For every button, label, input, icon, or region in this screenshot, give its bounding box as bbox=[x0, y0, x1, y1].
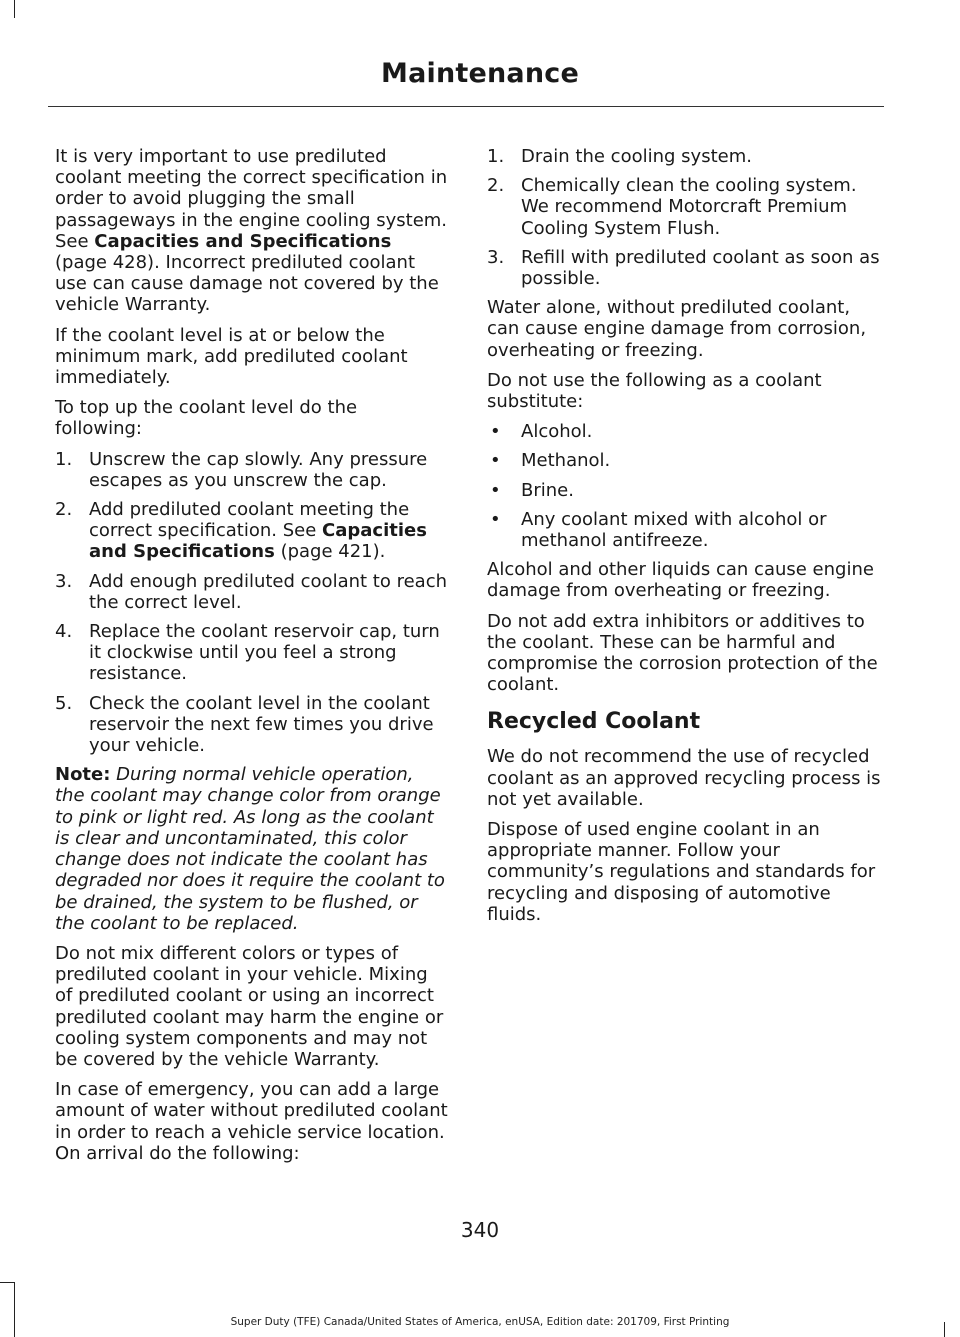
list-item bbox=[55, 571, 448, 613]
cross-reference-link[interactable]: Capacities and Specifications bbox=[89, 520, 427, 563]
note-text: During normal vehicle operation, the coolant may change color from orange to pink or light red. As long as the coolant is clear and uncontaminated, this color change does not indicate the coolant has degraded nor does it require the coolant to be drained, the system to be flushed, or the coolant to be replaced. bbox=[55, 764, 445, 934]
list-item-text: Any coolant mixed with alcohol or methanol antifreeze. bbox=[521, 508, 827, 552]
list-item bbox=[55, 449, 448, 491]
list-item bbox=[487, 175, 881, 239]
crop-mark-top-left bbox=[14, 0, 15, 18]
section-heading: Recycled Coolant bbox=[487, 709, 701, 735]
list-item bbox=[55, 621, 448, 685]
list-item bbox=[487, 450, 881, 471]
list-item-text: Add enough prediluted coolant to reach the correct level. bbox=[89, 570, 447, 613]
note-label: Note: bbox=[55, 764, 111, 786]
list-number: 5. bbox=[55, 692, 73, 714]
paragraph: To top up the coolant level do the following: bbox=[55, 397, 358, 440]
list-item-text: Methanol. bbox=[521, 450, 611, 472]
text: It is very important to use prediluted coolant meeting the correct specification in order to avoid plugging the small passageways in the engine cooling system. See bbox=[55, 146, 448, 252]
page-number: 340 bbox=[460, 1218, 500, 1242]
paragraph: Alcohol and other liquids can cause engine damage from overheating or freezing. bbox=[487, 559, 874, 602]
right-column bbox=[487, 146, 881, 934]
list-item bbox=[487, 421, 881, 442]
numbered-list bbox=[487, 146, 881, 289]
bullet-icon: • bbox=[490, 479, 501, 501]
paragraph bbox=[55, 146, 448, 316]
bullet-icon: • bbox=[490, 508, 501, 530]
crop-mark-bottom-left-h bbox=[0, 1282, 14, 1283]
paragraph: We do not recommend the use of recycled coolant as an approved recycling process is not yet available. bbox=[487, 746, 881, 810]
footer-edition-text: Super Duty (TFE) Canada/United States of America, enUSA, Edition date: 201709, First Printing bbox=[230, 1316, 730, 1328]
header-rule bbox=[48, 106, 884, 107]
list-number: 2. bbox=[55, 499, 73, 521]
list-item-text: Refill with prediluted coolant as soon as possible. bbox=[521, 246, 880, 290]
list-number: 1. bbox=[487, 146, 505, 167]
paragraph: Dispose of used engine coolant in an appropriate manner. Follow your community’s regulations and standards for recycling and disposing of automotive fluids. bbox=[487, 819, 876, 925]
list-number: 3. bbox=[487, 246, 505, 268]
numbered-list bbox=[55, 449, 448, 757]
bullet-icon: • bbox=[490, 421, 501, 443]
list-item bbox=[487, 509, 881, 551]
list-item-text: Add prediluted coolant meeting the correct specification. See bbox=[89, 499, 410, 542]
left-column bbox=[55, 146, 448, 1173]
paragraph: Do not add extra inhibitors or additives to the coolant. These can be harmful and compromise the corrosion protection of the coolant. bbox=[487, 610, 878, 696]
paragraph: Water alone, without prediluted coolant, can cause engine damage from corrosion, overheating or freezing. bbox=[487, 297, 867, 361]
cross-reference-link[interactable]: Capacities and Specifications bbox=[94, 230, 392, 252]
list-item bbox=[487, 247, 881, 289]
list-item-text: Unscrew the cap slowly. Any pressure escapes as you unscrew the cap. bbox=[89, 448, 428, 491]
list-item-text: Chemically clean the cooling system. We recommend Motorcraft Premium Cooling System Flush. bbox=[521, 175, 857, 239]
list-item bbox=[487, 480, 881, 501]
list-number: 2. bbox=[487, 175, 505, 197]
note bbox=[55, 764, 448, 934]
list-item bbox=[55, 693, 448, 757]
list-number: 3. bbox=[55, 570, 73, 592]
list-item-text: Replace the coolant reservoir cap, turn it clockwise until you feel a strong resistance. bbox=[89, 621, 440, 685]
page-title: Maintenance bbox=[381, 58, 579, 89]
paragraph: Do not use the following as a coolant substitute: bbox=[487, 369, 822, 413]
list-item bbox=[487, 146, 881, 167]
list-number: 4. bbox=[55, 621, 73, 643]
list-item-text: Check the coolant level in the coolant reservoir the next few times you drive your vehicle. bbox=[89, 692, 434, 757]
list-item-text: Alcohol. bbox=[521, 421, 593, 443]
list-item-text: Brine. bbox=[521, 479, 574, 501]
bullet-list bbox=[487, 421, 881, 551]
list-item bbox=[55, 499, 448, 563]
text: (page 428). Incorrect prediluted coolant use can cause damage not covered by the vehicle Warranty. bbox=[55, 252, 439, 316]
paragraph: If the coolant level is at or below the minimum mark, add prediluted coolant immediately. bbox=[55, 324, 408, 389]
crop-mark-bottom-left bbox=[14, 1282, 15, 1337]
list-item-text: Drain the cooling system. bbox=[521, 146, 752, 167]
paragraph: In case of emergency, you can add a large amount of water without prediluted coolant in order to reach a vehicle service location. On arrival do the following: bbox=[55, 1079, 448, 1164]
list-number: 1. bbox=[55, 448, 73, 470]
paragraph: Do not mix different colors or types of prediluted coolant in your vehicle. Mixing of prediluted coolant or using an incorrect prediluted coolant may harm the engine or cooling system components and may not be covered by the vehicle Warranty. bbox=[55, 942, 444, 1070]
bullet-icon: • bbox=[490, 450, 501, 472]
list-item-text: (page 421). bbox=[274, 541, 386, 563]
